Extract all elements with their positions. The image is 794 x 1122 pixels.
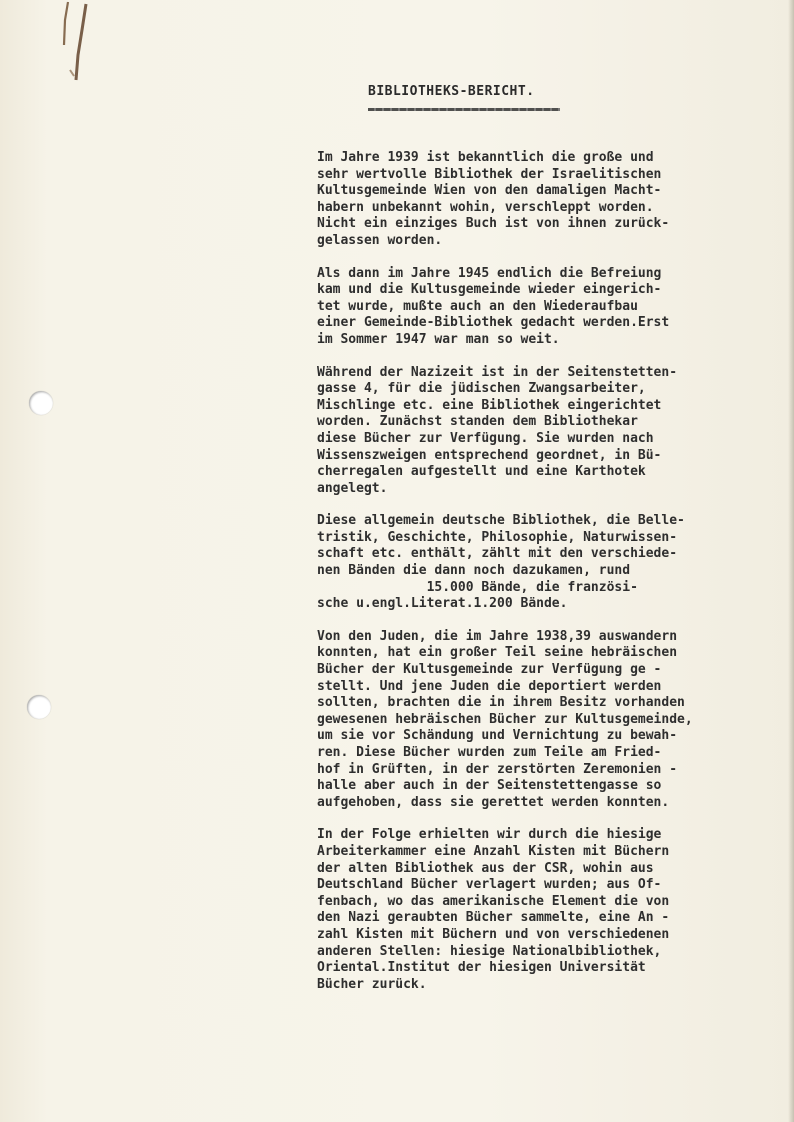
text-line: anderen Stellen: hiesige Nationalbibliothek, [317, 943, 662, 959]
text-line: Arbeiterkammer eine Anzahl Kisten mit Büchern [317, 843, 670, 859]
text-line: um sie vor Schändung und Vernichtung zu bewah- [317, 728, 678, 744]
text-line: Während der Nazizeit ist in der Seitenstetten- [317, 364, 678, 380]
text-line: Kultusgemeinde Wien von den damaligen Macht- [317, 183, 662, 199]
text-line: aufgehoben, dass sie gerettet werden konnten. [317, 794, 670, 810]
text-line: den Nazi geraubten Bücher sammelte, eine An - [317, 910, 670, 926]
text-line: In der Folge erhielten wir durch die hiesige [317, 827, 662, 843]
text-line: konnten, hat ein großer Teil seine hebräischen [317, 645, 678, 661]
text-line: cherregalen aufgestellt und eine Karthotek [317, 464, 646, 480]
text-line: nen Bänden die dann noch dazukamen, rund [317, 563, 631, 579]
text-line: einer Gemeinde-Bibliothek gedacht werden.Erst [317, 315, 670, 331]
text-line: kam und die Kultusgemeinde wieder eingerich- [317, 282, 662, 298]
title-underline [368, 108, 560, 111]
text-line: Bücher zurück. [317, 976, 427, 992]
text-line: gelassen worden. [317, 232, 443, 248]
text-line: Mischlinge etc. eine Bibliothek eingerichtet [317, 397, 662, 413]
text-line: diese Bücher zur Verfügung. Sie wurden nach [317, 430, 654, 446]
text-line: Von den Juden, die im Jahre 1938,39 auswandern [317, 628, 678, 644]
text-line: Diese allgemein deutsche Bibliothek, die Belle- [317, 513, 685, 529]
paragraph-4 [317, 513, 787, 613]
text-line: im Sommer 1947 war man so weit. [317, 331, 560, 347]
paper-edge-shadow [788, 0, 794, 1122]
text-line: Wissenszweigen entsprechend geordnet, in Bü- [317, 447, 662, 463]
paragraph-5 [317, 629, 787, 812]
text-line: sche u.engl.Literat.1.200 Bände. [317, 596, 568, 612]
text-line: Nicht ein einziges Buch ist von ihnen zurück- [317, 216, 670, 232]
text-line: halle aber auch in der Seitenstettengasse so [317, 778, 662, 794]
text-line: angelegt. [317, 480, 388, 496]
text-line: sehr wertvolle Bibliothek der Israelitischen [317, 166, 662, 182]
text-line: Im Jahre 1939 ist bekanntlich die große und [317, 150, 654, 165]
paragraph-6 [317, 827, 787, 993]
text-line: Bücher der Kultusgemeinde zur Verfügung ge - [317, 662, 662, 678]
text-line: worden. Zunächst standen dem Bibliothekar [317, 414, 638, 430]
text-line: Deutschland Bücher verlagert wurden; aus Of- [317, 877, 662, 893]
text-line: fenbach, wo das amerikanische Element die von [317, 893, 670, 909]
text-line: der alten Bibliothek aus der CSR, wohin aus [317, 860, 654, 876]
text-line: tet wurde, mußte auch an den Wiederaufbau [317, 298, 638, 314]
document-title: BIBLIOTHEKS-BERICHT. [368, 84, 535, 99]
text-line: schaft etc. enthält, zählt mit den verschiede- [317, 546, 678, 562]
text-line: gewesenen hebräischen Bücher zur Kultusgemeinde, [317, 711, 693, 727]
text-line: tristik, Geschichte, Philosophie, Naturwissen- [317, 529, 678, 545]
punch-hole-bottom [27, 695, 51, 719]
paragraph-1 [317, 150, 787, 250]
text-line: gasse 4, für die jüdischen Zwangsarbeiter, [317, 381, 646, 397]
text-line: Als dann im Jahre 1945 endlich die Befreiung [317, 265, 662, 281]
text-line: stellt. Und jene Juden die deportiert werden [317, 678, 662, 694]
text-line: ren. Diese Bücher wurden zum Teile am Fried- [317, 745, 662, 760]
report-body [317, 150, 787, 1009]
punch-hole-top [29, 391, 53, 415]
paragraph-2 [317, 266, 787, 349]
text-line: 15.000 Bände, die französi- [317, 579, 638, 595]
text-line: zahl Kisten mit Büchern und von verschiedenen [317, 926, 670, 942]
text-line: Oriental.Institut der hiesigen Universität [317, 960, 646, 976]
paragraph-3 [317, 365, 787, 498]
rust-stain-mark [56, 0, 96, 90]
text-line: habern unbekannt wohin, verschleppt worden. [317, 199, 654, 215]
text-line: hof in Grüften, in der zerstörten Zeremonien - [317, 761, 678, 777]
text-line: sollten, brachten die in ihrem Besitz vorhanden [317, 695, 685, 711]
